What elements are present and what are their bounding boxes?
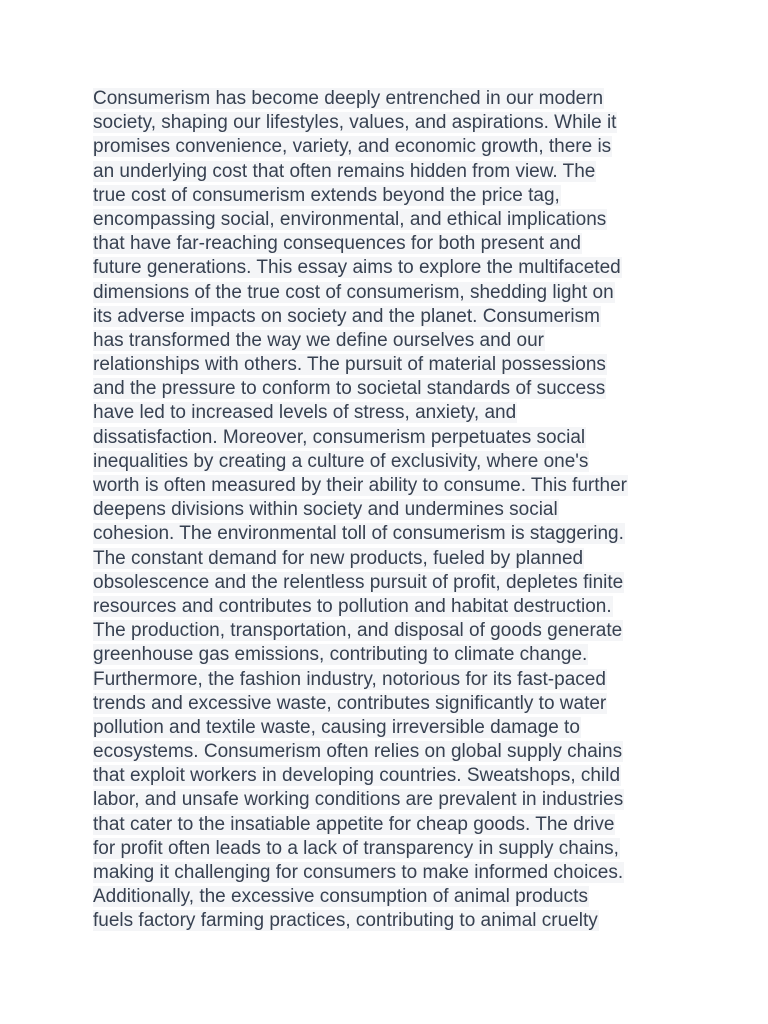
text-line [93, 111, 683, 135]
text-line [93, 208, 683, 232]
text-line [93, 813, 683, 837]
text-line [93, 764, 683, 788]
text-line [93, 692, 683, 716]
text-line-content: relationships with others. The pursuit of material possessions [93, 354, 606, 376]
text-line-content: true cost of consumerism extends beyond the price tag, [93, 184, 560, 206]
text-line-content: Additionally, the excessive consumption of animal products [93, 886, 588, 908]
text-line-content: an underlying cost that often remains hidden from view. The [93, 160, 596, 182]
text-line-content: deepens divisions within society and undermines social [93, 499, 558, 521]
text-line-content: The production, transportation, and disposal of goods generate [93, 620, 623, 642]
text-line [93, 619, 683, 643]
text-line-content: ecosystems. Consumerism often relies on global supply chains [93, 741, 623, 763]
text-line [93, 595, 683, 619]
text-line-content: dimensions of the true cost of consumerism, shedding light on [93, 281, 614, 303]
text-line-content: worth is often measured by their ability to consume. This further [93, 475, 628, 496]
text-line-content: for profit often leads to a lack of transparency in supply chains, [93, 837, 619, 859]
text-line [93, 716, 683, 740]
text-line-content: have led to increased levels of stress, anxiety, and [93, 402, 517, 424]
text-line-content: cohesion. The environmental toll of consumerism is staggering. [93, 523, 624, 545]
text-line [93, 740, 683, 764]
text-line [93, 281, 683, 305]
text-line-content: future generations. This essay aims to explore the multifaceted [93, 257, 621, 279]
text-line [93, 885, 683, 909]
text-line-content: inequalities by creating a culture of exclusivity, where one's [93, 450, 589, 472]
text-line [93, 87, 683, 111]
essay-body [93, 87, 683, 934]
text-line [93, 450, 683, 474]
text-line [93, 474, 683, 498]
text-line [93, 377, 683, 401]
text-line [93, 547, 683, 571]
text-line [93, 788, 683, 812]
text-line [93, 643, 683, 667]
text-line [93, 571, 683, 595]
text-line-content: has transformed the way we define ourselves and our [93, 329, 544, 351]
text-line [93, 329, 683, 353]
text-line-content: labor, and unsafe working conditions are prevalent in industries [93, 789, 624, 811]
text-line [93, 184, 683, 208]
text-line-content: resources and contributes to pollution and habitat destruction. [93, 595, 612, 617]
text-line [93, 135, 683, 159]
text-line-content: greenhouse gas emissions, contributing to climate change. [93, 644, 588, 666]
text-line [93, 861, 683, 885]
text-line-content: making it challenging for consumers to make informed choices. [93, 862, 624, 883]
text-line [93, 522, 683, 546]
text-line [93, 232, 683, 256]
text-line [93, 160, 683, 184]
text-line [93, 426, 683, 450]
text-line-content: that exploit workers in developing countries. Sweatshops, child [93, 765, 621, 787]
text-line-content: obsolescence and the relentless pursuit of profit, depletes finite [93, 571, 624, 593]
text-line-content: pollution and textile waste, causing irreversible damage to [93, 716, 580, 738]
text-line-content: trends and excessive waste, contributes significantly to water [93, 692, 607, 714]
text-line [93, 498, 683, 522]
text-line [93, 256, 683, 280]
text-line-content: society, shaping our lifestyles, values, and aspirations. While it [93, 112, 617, 134]
text-line [93, 668, 683, 692]
text-line [93, 401, 683, 425]
text-line-content: and the pressure to conform to societal standards of success [93, 378, 606, 400]
text-line-content: Furthermore, the fashion industry, notorious for its fast-paced [93, 668, 606, 690]
text-line-content: encompassing social, environmental, and ethical implications [93, 208, 607, 230]
text-line-content: The constant demand for new products, fueled by planned [93, 547, 584, 569]
text-line-content: Consumerism has become deeply entrenched in our modern [93, 88, 604, 109]
text-line [93, 353, 683, 377]
text-line-content: promises convenience, variety, and economic growth, there is [93, 136, 612, 158]
text-line [93, 837, 683, 861]
text-line [93, 909, 683, 933]
text-line-content: dissatisfaction. Moreover, consumerism perpetuates social [93, 426, 586, 448]
text-line [93, 305, 683, 329]
text-line-content: fuels factory farming practices, contributing to animal cruelty [93, 910, 598, 932]
text-line-content: its adverse impacts on society and the planet. Consumerism [93, 305, 600, 327]
text-line-content: that cater to the insatiable appetite for cheap goods. The drive [93, 813, 615, 835]
text-line-content: that have far-reaching consequences for both present and [93, 233, 581, 255]
